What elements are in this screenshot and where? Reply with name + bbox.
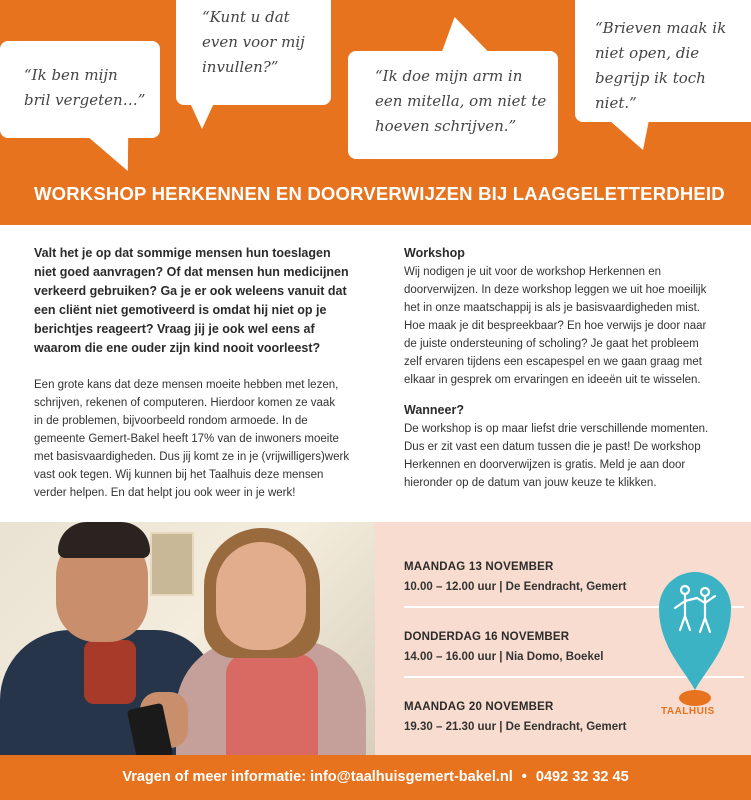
wanneer-heading: Wanneer? <box>404 403 464 417</box>
logo-shadow <box>679 690 711 706</box>
workshop-line: de juiste ondersteuning of scholing? Je gaat het probleem <box>404 338 699 350</box>
date-time[interactable]: 14.00 – 16.00 uur | Nia Domo, Boekel <box>404 651 604 663</box>
workshop-heading: Workshop <box>404 246 465 260</box>
bubble-line: begrijp ik toch niet.” <box>595 69 706 112</box>
date-time[interactable]: 10.00 – 12.00 uur | De Eendracht, Gemert <box>404 581 627 593</box>
body-line: vast ook tegen. Wij kunnen bij het Taalhuis deze mensen <box>34 469 324 481</box>
bubble-line: invullen?” <box>202 58 279 76</box>
man-shirt <box>84 640 136 704</box>
bubble-line: bril vergeten…” <box>24 91 146 109</box>
body-paragraph <box>34 376 364 502</box>
bubble-line: hoeven schrijven.” <box>375 117 517 135</box>
logo-pin <box>659 572 731 690</box>
woman-top <box>226 654 318 755</box>
bubble-line: “Ik doe mijn arm in <box>375 67 523 85</box>
speech-bubble-tail <box>609 120 649 150</box>
intro-line: een cliënt niet gemotiveerd is omdat hij niet op je <box>34 303 327 317</box>
wanneer-line: Herkennen en doorverwijzen is gratis. Meld je aan door <box>404 459 686 471</box>
footer-banner <box>0 755 751 800</box>
right-column <box>404 244 729 492</box>
footer-contact[interactable]: Vragen of meer informatie: info@taalhuisgemert-bakel.nl <box>122 769 513 785</box>
date-day[interactable]: DONDERDAG 16 NOVEMBER <box>404 631 570 643</box>
date-time[interactable]: 19.30 – 21.30 uur | De Eendracht, Gemert <box>404 721 627 733</box>
speech-bubble-tail <box>190 103 214 129</box>
header-banner <box>0 0 751 225</box>
wanneer-line: Dus er zit vast een datum tussen die je past! De workshop <box>404 441 701 453</box>
bubble-line: niet open, die <box>595 44 700 62</box>
bubble-line: “Kunt u dat <box>202 8 290 26</box>
workshop-line: het in onze maatschappij is als je basisvaardigheden mist. <box>404 302 700 314</box>
bubble-line: even voor mij <box>202 33 305 51</box>
logo-label: TAALHUIS <box>661 706 715 717</box>
body-line: Een grote kans dat deze mensen moeite hebben met lezen, <box>34 379 339 391</box>
speech-bubble-3 <box>348 51 558 159</box>
intro-line: niet goed aanvragen? Of dat mensen hun medicijnen <box>34 265 349 279</box>
workshop-line: Hoe maak je dit bespreekbaar? En hoe verwijs je door naar <box>404 320 707 332</box>
page-title: WORKSHOP HERKENNEN EN DOORVERWIJZEN BIJ LAAGGELETTERDHEID <box>34 183 725 204</box>
bubble-line: een mitella, om niet te <box>375 92 547 110</box>
intro-line: Valt het je op dat sommige mensen hun toeslagen <box>34 246 331 260</box>
intro-line: berichtjes reageert? Vraag jij je ook wel eens af <box>34 322 315 336</box>
body-line: verder helpen. En dat helpt jou ook weer in je werk! <box>34 487 296 499</box>
background-frame <box>150 532 194 596</box>
wanneer-line: hieronder op de datum van jouw keuze te klikken. <box>404 477 657 489</box>
left-column <box>34 244 364 502</box>
workshop-paragraph <box>404 263 729 389</box>
speech-bubble-tail <box>441 17 502 53</box>
intro-line: waarom die ene ouder zijn kind nooit voorleest? <box>34 341 321 355</box>
speech-bubble-4 <box>575 0 751 122</box>
speech-bubble-1 <box>0 41 160 138</box>
date-option-3[interactable] <box>404 697 626 737</box>
workshop-photo <box>0 522 375 755</box>
taalhuis-logo-icon <box>655 568 735 718</box>
body-line: schrijven, rekenen of computeren. Hierdoor komen ze vaak <box>34 397 336 409</box>
woman-head <box>216 542 306 650</box>
workshop-line: elkaar in gesprek om ervaringen en ideeën uit te wisselen. <box>404 374 701 386</box>
speech-bubble-tail <box>88 137 148 171</box>
date-day[interactable]: MAANDAG 20 NOVEMBER <box>404 701 554 713</box>
date-option-2[interactable] <box>404 627 603 667</box>
date-day[interactable]: MAANDAG 13 NOVEMBER <box>404 561 554 573</box>
bubble-line: “Ik ben mijn <box>24 66 118 84</box>
body-line: met basisvaardigheden. Dus jij komt ze in je (vrijwilligers)werk <box>34 451 350 463</box>
body-line: gemeente Gemert-Bakel heeft 17% van de inwoners moeite <box>34 433 339 445</box>
wanneer-line: De workshop is op maar liefst drie verschillende momenten. <box>404 423 709 435</box>
speech-bubble-2 <box>176 0 331 105</box>
bubble-line: “Brieven maak ik <box>595 19 727 37</box>
workshop-line: zelf ervaren tijdens een escapespel en we gaan graag met <box>404 356 702 368</box>
intro-paragraph <box>34 244 364 358</box>
workshop-line: Wij nodigen je uit voor de workshop Herkennen en <box>404 266 661 278</box>
footer-phone[interactable]: 0492 32 32 45 <box>535 769 629 785</box>
wanneer-paragraph <box>404 420 729 492</box>
date-option-1[interactable] <box>404 557 626 597</box>
body-line: in de problemen, bijvoorbeeld rondom armoede. In de <box>34 415 308 427</box>
intro-line: verkeerd gebruiken? Ga je er ook weleens vanuit dat <box>34 284 347 298</box>
footer-separator: • <box>521 769 527 785</box>
workshop-line: doorverwijzen. In deze workshop leggen we uit hoe moeilijk <box>404 284 707 296</box>
man-hair <box>58 522 150 558</box>
